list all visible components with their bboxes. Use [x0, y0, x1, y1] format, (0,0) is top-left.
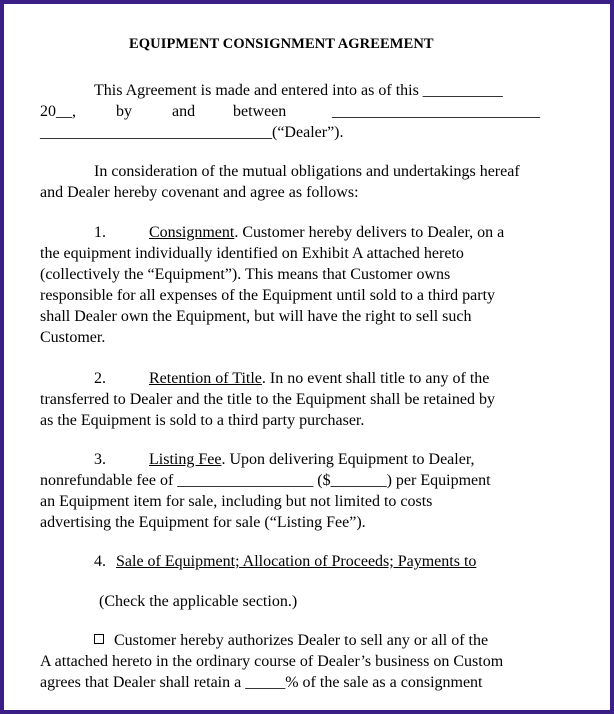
consideration-line-1: In consideration of the mutual obligations and undertakings hereaf — [94, 163, 520, 180]
section-4-line-1 — [94, 553, 476, 571]
section-2-number: 2. — [94, 370, 106, 387]
intro-line-1: This Agreement is made and entered into as of this __________ — [94, 82, 503, 99]
section-3-line-4: advertising the Equipment for sale (“Listing Fee”). — [40, 514, 366, 531]
section-1-line-1-rest: . Customer hereby delivers to Dealer, on a — [234, 224, 505, 241]
section-2-heading: Retention of Title — [149, 370, 262, 387]
section-4-option-line-1 — [94, 632, 488, 650]
section-3-heading: Listing Fee — [149, 451, 222, 468]
section-4-note: (Check the applicable section.) — [99, 593, 298, 610]
intro-line-3: _____________________________(“Dealer”). — [40, 124, 344, 141]
section-3-line-1-rest: . Upon delivering Equipment to Dealer, — [221, 451, 475, 468]
section-3-number: 3. — [94, 451, 106, 468]
section-1-line-1 — [94, 224, 505, 242]
section-4-number: 4. — [94, 553, 106, 570]
intro-blank: __________________________ — [332, 103, 540, 120]
intro-and: and — [172, 103, 196, 120]
section-1-heading: Consignment — [149, 224, 235, 241]
section-2-line-1 — [94, 370, 490, 388]
section-1-number: 1. — [94, 224, 106, 241]
section-2-line-3: as the Equipment is sold to a third party purchaser. — [40, 412, 365, 429]
consideration-line-2: and Dealer hereby covenant and agree as follows: — [40, 184, 359, 201]
checkbox-icon[interactable] — [94, 634, 104, 644]
section-3-line-1 — [94, 451, 475, 469]
section-3-line-3: an Equipment item for sale, including but not limited to costs — [40, 493, 433, 510]
section-1-line-6: Customer. — [40, 329, 106, 346]
section-4-option-text: Customer hereby authorizes Dealer to sell any or all of the — [114, 632, 489, 649]
section-4-option-line-3: agrees that Dealer shall retain a _____% of the sale as a consignment — [40, 674, 483, 691]
intro-line-2 — [40, 103, 550, 121]
section-3-line-2: nonrefundable fee of _________________ ($_______) per Equipment — [40, 472, 491, 489]
section-1-line-2: the equipment individually identified on Exhibit A attached hereto — [40, 245, 464, 262]
document-title: EQUIPMENT CONSIGNMENT AGREEMENT — [129, 36, 434, 52]
section-1-line-3: (collectively the “Equipment”). This means that Customer owns — [40, 266, 451, 283]
intro-by: by — [116, 103, 132, 120]
section-2-line-2: transferred to Dealer and the title to the Equipment shall be retained by — [40, 391, 495, 408]
intro-between: between — [233, 103, 287, 120]
section-2-line-1-rest: . In no event shall title to any of the — [261, 370, 490, 387]
section-1-line-4: responsible for all expenses of the Equipment until sold to a third party — [40, 287, 496, 304]
section-4-heading: Sale of Equipment; Allocation of Proceeds; Payments to — [116, 553, 477, 570]
intro-year: 20__, — [40, 103, 76, 120]
section-1-line-5: shall Dealer own the Equipment, but will have the right to sell such — [40, 308, 472, 325]
section-4-option-line-2: A attached hereto in the ordinary course of Dealer’s business on Custom — [40, 653, 504, 670]
